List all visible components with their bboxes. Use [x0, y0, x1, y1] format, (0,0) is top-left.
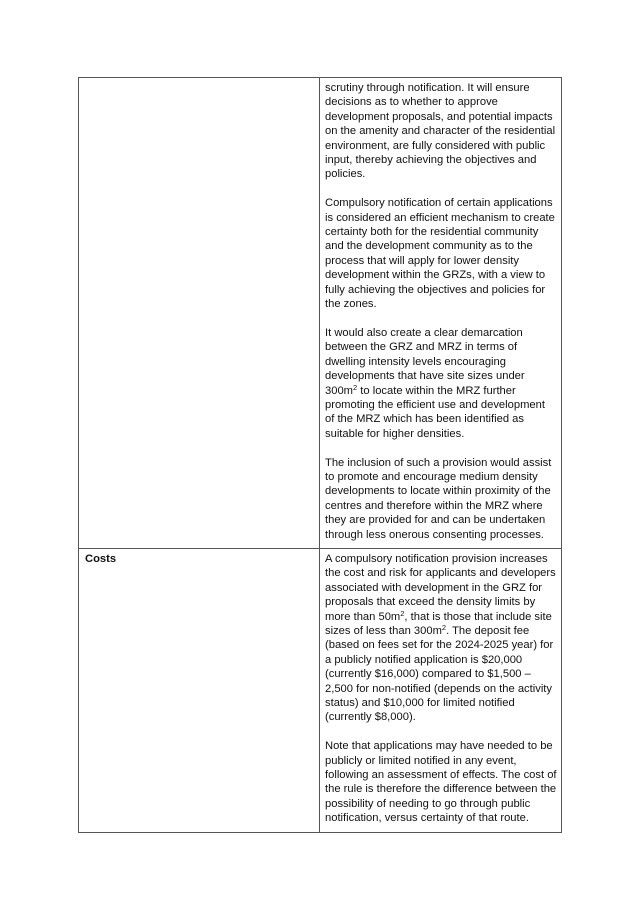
- paragraph-text: A compulsory notification provision increases the cost and risk for applicants and developers associated with development in the GRZ for proposals that exceed the density limits by more than 50m: [325, 552, 556, 623]
- row-label: Costs: [85, 552, 117, 565]
- paragraph-text: Note that applications may have needed to be publicly or limited notified in any event, following an assessment of effects. The cost of the rule is therefore the difference between the possibility of needing to go through public notification, versus certainty of that route.: [325, 740, 557, 825]
- table-row: [79, 78, 562, 549]
- row-content-cell: [320, 78, 562, 549]
- superscript: 2: [400, 608, 405, 618]
- paragraph-text: . The deposit fee (based on fees set for the 2024-2025 year) for a publicly notified application is $20,000 (currently $16,000) compared to $1,500 – 2,500 for non-notified (depends on the activity status) and $10,000 for limited notified (currently $8,000).: [325, 624, 554, 724]
- paragraph: [325, 81, 557, 182]
- paragraph: [325, 196, 557, 311]
- row-content-cell: [320, 548, 562, 832]
- table-row: [79, 548, 562, 832]
- paragraph-text: scrutiny through notification. It will ensure decisions as to whether to approve development proposals, and potential impacts on the amenity and character of the residential environment, are fully considered with public input, thereby achieving the objectives and policies.: [325, 82, 556, 181]
- paragraph-text: The inclusion of such a provision would assist to promote and encourage medium density developments to locate within proximity of the centres and therefore within the MRZ where they are provided for and can be undertaken through less onerous consenting processes.: [325, 456, 552, 541]
- paragraph-text: Compulsory notification of certain applications is considered an efficient mechanism to create certainty both for the residential community and the development community as to the process that will apply for lower density development within the GRZs, with a view to fully achieving the objectives and policies for the zones.: [325, 197, 555, 311]
- paragraph-text: , that is those that include site sizes of less than 300m: [325, 610, 552, 637]
- row-label-cell: [79, 548, 320, 832]
- paragraph: [325, 739, 557, 825]
- superscript: 2: [353, 382, 358, 392]
- paragraph: [325, 326, 557, 441]
- evaluation-table: [78, 77, 562, 833]
- paragraph-text: to locate within the MRZ further promoting the efficient use and development of the MRZ which has been identified as suitable for higher densities.: [325, 384, 545, 440]
- paragraph-text: It would also create a clear demarcation between the GRZ and MRZ in terms of dwelling intensity levels encouraging developments that have site sizes under 300m: [325, 326, 525, 397]
- paragraph: [325, 456, 557, 542]
- superscript: 2: [441, 622, 447, 632]
- paragraph: [325, 552, 557, 725]
- row-label-cell: [79, 78, 320, 549]
